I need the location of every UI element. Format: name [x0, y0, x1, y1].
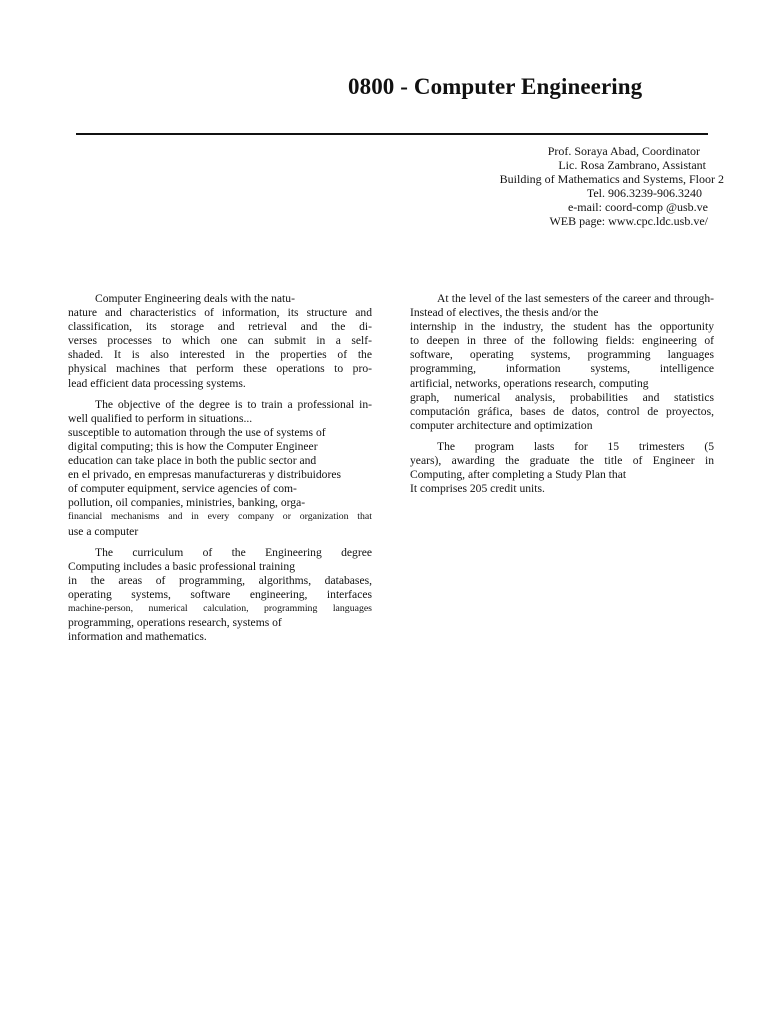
text-line: nature and characteristics of information, its structure and — [68, 306, 372, 320]
text-line: years), awarding the graduate the title of Engineer in — [410, 454, 714, 468]
text-line: Computing, after completing a Study Plan that — [410, 468, 627, 482]
paragraph-electives — [410, 292, 714, 433]
text-line: Computing includes a basic professional training — [68, 559, 296, 573]
text-line: graph, numerical analysis, probabilities and statistics — [410, 390, 714, 404]
text-line: computación gráfica, bases de datos, control de proyectos, — [410, 404, 714, 418]
text-line: financial mechanisms and in every company or organization that — [68, 511, 372, 523]
text-line: The objective of the degree is to train a professional in- — [95, 397, 372, 411]
text-line: internship in the industry, the student has the opportunity — [410, 320, 714, 334]
page-title: 0800 - Computer Engineering — [348, 74, 643, 99]
text-line: susceptible to automation through the use of systems of — [68, 425, 326, 439]
text-line: verses processes to which one can submit in a self- — [68, 334, 372, 348]
text-line: education can take place in both the public sector and — [68, 454, 317, 468]
text-line: The curriculum of the Engineering degree — [95, 545, 372, 559]
paragraph-duration — [410, 440, 714, 496]
assistant-line: Lic. Rosa Zambrano, Assistant — [558, 158, 706, 172]
right-column — [410, 292, 714, 503]
phone-line: Tel. 906.3239-906.3240 — [586, 186, 702, 200]
building-line: Building of Mathematics and Systems, Floor 2 — [499, 172, 724, 186]
left-column — [68, 292, 372, 651]
text-line: shaded. It is also interested in the properties of the — [68, 348, 372, 362]
text-line: classification, its storage and retrieval and the di- — [68, 320, 372, 334]
text-line: Instead of electives, the thesis and/or the — [410, 306, 599, 320]
text-line: The program lasts for 15 trimesters (5 — [437, 439, 714, 453]
text-line: to deepen in three of the following fields: engineering of — [410, 334, 714, 348]
email-line: e-mail: coord-comp @usb.ve — [567, 200, 708, 214]
text-line: machine-person, numerical calculation, programming languages — [68, 602, 372, 614]
text-line: information and mathematics. — [68, 630, 207, 644]
contact-block — [500, 144, 724, 228]
text-line: digital computing; this is how the Computer Engineer — [68, 439, 318, 453]
text-line: programming, operations research, systems of — [68, 616, 282, 630]
text-line: en el privado, en empresas manufactureras y distribuidores — [68, 468, 342, 482]
paragraph-objective — [68, 398, 372, 539]
text-line: computer architecture and optimization — [410, 418, 593, 432]
title-rule — [76, 133, 708, 135]
text-line: well qualified to perform in situations... — [68, 411, 253, 425]
text-line: It comprises 205 credit units. — [410, 482, 545, 496]
text-line: use a computer — [68, 524, 139, 538]
text-line: of computer equipment, service agencies of com- — [68, 482, 297, 496]
text-line: physical machines that perform these operations to pro- — [68, 362, 372, 376]
coordinator-line: Prof. Soraya Abad, Coordinator — [547, 144, 700, 158]
text-line: pollution, oil companies, ministries, banking, orga- — [68, 496, 306, 510]
web-line: WEB page: www.cpc.ldc.usb.ve/ — [549, 214, 708, 228]
paragraph-curriculum — [68, 546, 372, 645]
text-line: in the areas of programming, algorithms, databases, — [68, 573, 372, 587]
text-line: programming, information systems, intelligence — [410, 362, 714, 376]
text-line: lead efficient data processing systems. — [68, 376, 246, 390]
text-line: operating systems, software engineering, interfaces — [68, 587, 372, 601]
text-line: artificial, networks, operations research, computing — [410, 376, 649, 390]
text-line: software, operating systems, programming languages — [410, 348, 714, 362]
text-line: At the level of the last semesters of the career and through- — [437, 292, 714, 305]
paragraph-intro — [68, 292, 372, 391]
text-line: Computer Engineering deals with the natu- — [95, 292, 295, 305]
